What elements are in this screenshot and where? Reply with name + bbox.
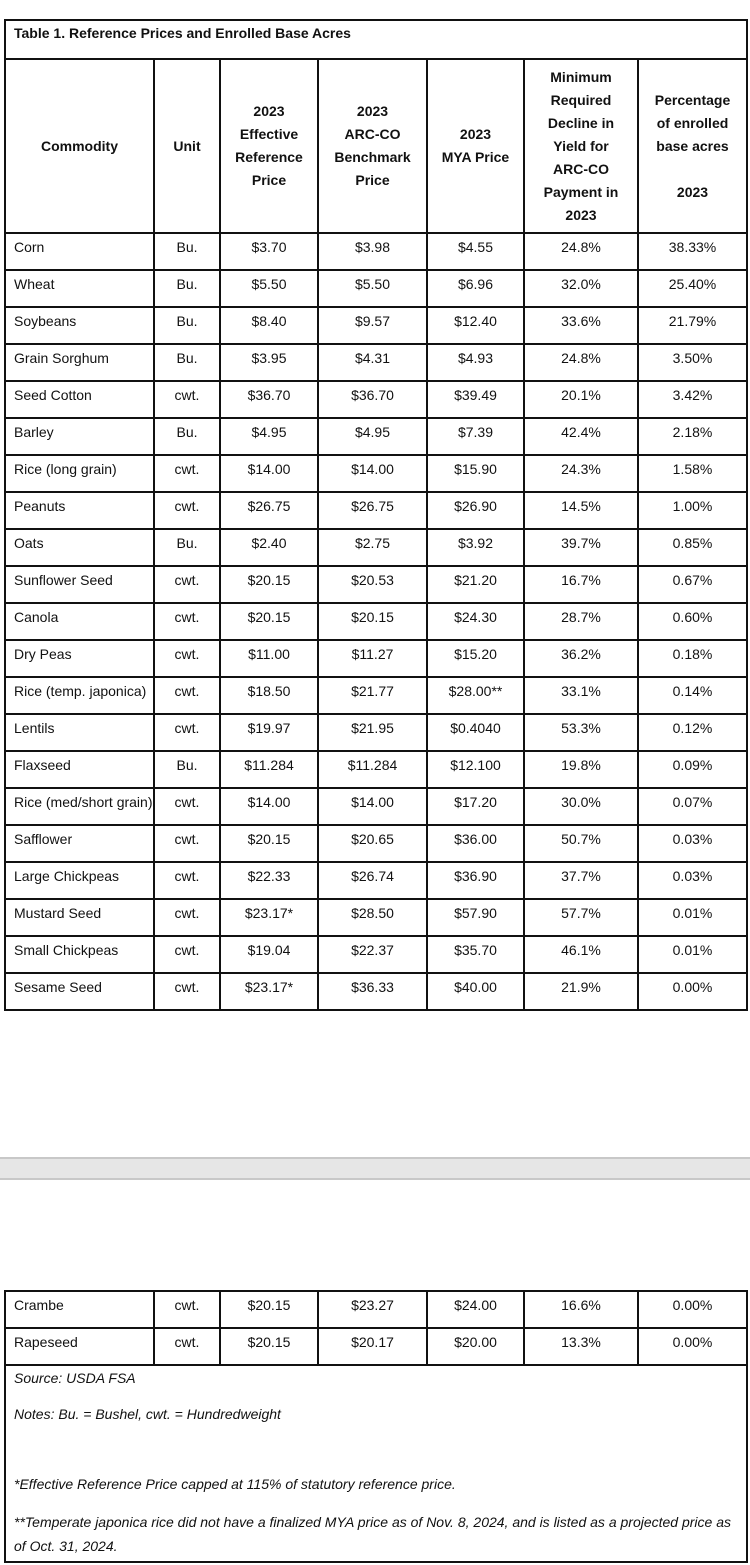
cell-pct-base-acres: 0.03% <box>638 825 747 862</box>
cell-mya-price: $20.00 <box>427 1328 524 1365</box>
cell-mya-price: $4.55 <box>427 233 524 270</box>
cell-mya-price: $6.96 <box>427 270 524 307</box>
cell-min-yield-decline: 28.7% <box>524 603 638 640</box>
cell-pct-base-acres: 3.42% <box>638 381 747 418</box>
table-row <box>5 973 747 1010</box>
cell-min-yield-decline: 36.2% <box>524 640 638 677</box>
cell-commodity: Mustard Seed <box>5 899 154 936</box>
cell-effective-reference-price: $14.00 <box>220 788 318 825</box>
table-row <box>5 492 747 529</box>
cell-mya-price: $36.90 <box>427 862 524 899</box>
cell-mya-price: $12.100 <box>427 751 524 788</box>
cell-arc-co-benchmark-price: $2.75 <box>318 529 427 566</box>
header-line: Reference <box>235 149 303 165</box>
cell-mya-price: $21.20 <box>427 566 524 603</box>
reference-prices-table-continued <box>4 1290 748 1563</box>
cell-pct-base-acres: 38.33% <box>638 233 747 270</box>
cell-min-yield-decline: 39.7% <box>524 529 638 566</box>
cell-mya-price: $12.40 <box>427 307 524 344</box>
cell-arc-co-benchmark-price: $36.33 <box>318 973 427 1010</box>
cell-pct-base-acres: 0.00% <box>638 973 747 1010</box>
cell-commodity: Safflower <box>5 825 154 862</box>
header-min-yield-decline <box>524 59 638 233</box>
cell-commodity: Wheat <box>5 270 154 307</box>
cell-mya-price: $24.00 <box>427 1291 524 1328</box>
table-row <box>5 455 747 492</box>
cell-commodity: Small Chickpeas <box>5 936 154 973</box>
header-line: Benchmark <box>334 149 411 165</box>
reference-prices-table <box>4 19 748 1011</box>
cell-min-yield-decline: 50.7% <box>524 825 638 862</box>
cell-min-yield-decline: 30.0% <box>524 788 638 825</box>
cell-min-yield-decline: 19.8% <box>524 751 638 788</box>
cell-arc-co-benchmark-price: $4.95 <box>318 418 427 455</box>
cell-pct-base-acres: 0.00% <box>638 1291 747 1328</box>
cell-pct-base-acres: 21.79% <box>638 307 747 344</box>
cell-effective-reference-price: $20.15 <box>220 603 318 640</box>
cell-unit: cwt. <box>154 640 220 677</box>
cell-effective-reference-price: $5.50 <box>220 270 318 307</box>
cell-arc-co-benchmark-price: $20.53 <box>318 566 427 603</box>
cell-commodity: Grain Sorghum <box>5 344 154 381</box>
header-line: Yield for <box>553 137 609 154</box>
cell-pct-base-acres: 3.50% <box>638 344 747 381</box>
table-row <box>5 1291 747 1328</box>
table-row <box>5 899 747 936</box>
cell-min-yield-decline: 21.9% <box>524 973 638 1010</box>
cell-commodity: Dry Peas <box>5 640 154 677</box>
table-row <box>5 307 747 344</box>
cell-pct-base-acres: 0.12% <box>638 714 747 751</box>
cell-min-yield-decline: 33.1% <box>524 677 638 714</box>
cell-min-yield-decline: 24.8% <box>524 344 638 381</box>
cell-effective-reference-price: $23.17* <box>220 899 318 936</box>
cell-commodity: Flaxseed <box>5 751 154 788</box>
table-row <box>5 603 747 640</box>
cell-effective-reference-price: $20.15 <box>220 566 318 603</box>
cell-arc-co-benchmark-price: $11.284 <box>318 751 427 788</box>
cell-arc-co-benchmark-price: $21.95 <box>318 714 427 751</box>
cell-effective-reference-price: $36.70 <box>220 381 318 418</box>
cell-arc-co-benchmark-price: $5.50 <box>318 270 427 307</box>
cell-unit: cwt. <box>154 1328 220 1365</box>
header-line: 2023 <box>565 206 597 223</box>
cell-commodity: Lentils <box>5 714 154 751</box>
header-mya-price <box>427 59 524 233</box>
cell-mya-price: $24.30 <box>427 603 524 640</box>
cell-unit: Bu. <box>154 751 220 788</box>
cell-unit: Bu. <box>154 529 220 566</box>
cell-pct-base-acres: 0.85% <box>638 529 747 566</box>
cell-pct-base-acres: 25.40% <box>638 270 747 307</box>
cell-unit: cwt. <box>154 973 220 1010</box>
cell-unit: cwt. <box>154 381 220 418</box>
cell-commodity: Soybeans <box>5 307 154 344</box>
cell-effective-reference-price: $3.95 <box>220 344 318 381</box>
source-note: Source: USDA FSA <box>14 1370 136 1386</box>
cell-effective-reference-price: $20.15 <box>220 825 318 862</box>
table-notes <box>5 1365 747 1562</box>
cell-commodity: Seed Cotton <box>5 381 154 418</box>
cell-unit: cwt. <box>154 677 220 714</box>
cell-pct-base-acres: 0.01% <box>638 936 747 973</box>
header-line: 2023 <box>253 103 285 119</box>
header-line: base acres <box>656 137 729 154</box>
cell-effective-reference-price: $14.00 <box>220 455 318 492</box>
cell-effective-reference-price: $8.40 <box>220 307 318 344</box>
cell-pct-base-acres: 0.14% <box>638 677 747 714</box>
cell-min-yield-decline: 13.3% <box>524 1328 638 1365</box>
cell-min-yield-decline: 20.1% <box>524 381 638 418</box>
cell-mya-price: $0.4040 <box>427 714 524 751</box>
cell-commodity: Rice (med/short grain) <box>5 788 154 825</box>
cell-unit: Bu. <box>154 270 220 307</box>
header-arc-co-benchmark-price <box>318 59 427 233</box>
footnote-japonica-rice: **Temperate japonica rice did not have a finalized MYA price as of Nov. 8, 2024, and is listed as a projected price as of Oct. 31, 2024. <box>14 1514 732 1554</box>
cell-min-yield-decline: 53.3% <box>524 714 638 751</box>
header-line: 2023 <box>459 126 492 142</box>
header-line <box>641 158 744 181</box>
header-effective-reference-price <box>220 59 318 233</box>
cell-unit: cwt. <box>154 1291 220 1328</box>
cell-arc-co-benchmark-price: $22.37 <box>318 936 427 973</box>
cell-commodity: Rapeseed <box>5 1328 154 1365</box>
table-row <box>5 862 747 899</box>
cell-min-yield-decline: 37.7% <box>524 862 638 899</box>
cell-pct-base-acres: 0.01% <box>638 899 747 936</box>
cell-mya-price: $15.20 <box>427 640 524 677</box>
cell-min-yield-decline: 16.7% <box>524 566 638 603</box>
units-note: Notes: Bu. = Bushel, cwt. = Hundredweight <box>14 1406 281 1422</box>
cell-unit: cwt. <box>154 825 220 862</box>
cell-arc-co-benchmark-price: $36.70 <box>318 381 427 418</box>
header-line: Decline in <box>547 114 615 131</box>
cell-pct-base-acres: 0.00% <box>638 1328 747 1365</box>
cell-effective-reference-price: $4.95 <box>220 418 318 455</box>
table-row <box>5 270 747 307</box>
cell-unit: cwt. <box>154 455 220 492</box>
cell-commodity: Canola <box>5 603 154 640</box>
cell-mya-price: $36.00 <box>427 825 524 862</box>
cell-commodity: Peanuts <box>5 492 154 529</box>
cell-min-yield-decline: 42.4% <box>524 418 638 455</box>
cell-pct-base-acres: 1.58% <box>638 455 747 492</box>
header-line: of enrolled <box>656 114 729 131</box>
cell-effective-reference-price: $20.15 <box>220 1291 318 1328</box>
cell-mya-price: $3.92 <box>427 529 524 566</box>
table-row <box>5 677 747 714</box>
cell-unit: cwt. <box>154 862 220 899</box>
cell-unit: Bu. <box>154 418 220 455</box>
cell-effective-reference-price: $19.97 <box>220 714 318 751</box>
header-line: Effective <box>239 126 299 142</box>
cell-effective-reference-price: $11.00 <box>220 640 318 677</box>
cell-unit: cwt. <box>154 936 220 973</box>
cell-effective-reference-price: $18.50 <box>220 677 318 714</box>
table-row <box>5 344 747 381</box>
cell-min-yield-decline: 16.6% <box>524 1291 638 1328</box>
cell-effective-reference-price: $20.15 <box>220 1328 318 1365</box>
table-header-row <box>5 59 747 233</box>
cell-mya-price: $15.90 <box>427 455 524 492</box>
cell-pct-base-acres: 1.00% <box>638 492 747 529</box>
header-line: Unit <box>173 137 201 154</box>
header-line: Payment in <box>543 183 619 200</box>
header-line: ARC-CO <box>344 126 401 142</box>
header-line: MYA Price <box>441 149 510 165</box>
cell-effective-reference-price: $2.40 <box>220 529 318 566</box>
header-line: Price <box>355 172 390 188</box>
cell-arc-co-benchmark-price: $14.00 <box>318 788 427 825</box>
cell-unit: Bu. <box>154 233 220 270</box>
table-title: Table 1. Reference Prices and Enrolled Base Acres <box>5 20 747 59</box>
cell-mya-price: $26.90 <box>427 492 524 529</box>
cell-unit: cwt. <box>154 714 220 751</box>
cell-mya-price: $4.93 <box>427 344 524 381</box>
table-row <box>5 381 747 418</box>
cell-unit: cwt. <box>154 603 220 640</box>
cell-commodity: Sesame Seed <box>5 973 154 1010</box>
cell-min-yield-decline: 46.1% <box>524 936 638 973</box>
cell-commodity: Large Chickpeas <box>5 862 154 899</box>
cell-min-yield-decline: 32.0% <box>524 270 638 307</box>
table-row <box>5 788 747 825</box>
table-row <box>5 418 747 455</box>
header-line: ARC-CO <box>553 160 609 177</box>
cell-commodity: Barley <box>5 418 154 455</box>
cell-commodity: Sunflower Seed <box>5 566 154 603</box>
cell-unit: cwt. <box>154 492 220 529</box>
cell-pct-base-acres: 0.18% <box>638 640 747 677</box>
cell-effective-reference-price: $19.04 <box>220 936 318 973</box>
cell-pct-base-acres: 0.60% <box>638 603 747 640</box>
cell-arc-co-benchmark-price: $20.17 <box>318 1328 427 1365</box>
table-row <box>5 529 747 566</box>
cell-effective-reference-price: $26.75 <box>220 492 318 529</box>
header-commodity <box>5 59 154 233</box>
cell-commodity: Rice (temp. japonica) <box>5 677 154 714</box>
cell-mya-price: $7.39 <box>427 418 524 455</box>
header-line: Commodity <box>41 137 118 154</box>
cell-arc-co-benchmark-price: $23.27 <box>318 1291 427 1328</box>
header-line: 2023 <box>356 103 389 119</box>
page-break-divider <box>0 1157 750 1180</box>
cell-commodity: Crambe <box>5 1291 154 1328</box>
footnote-effective-price: *Effective Reference Price capped at 115% of statutory reference price. <box>14 1476 456 1492</box>
table-row <box>5 640 747 677</box>
cell-min-yield-decline: 33.6% <box>524 307 638 344</box>
table-row <box>5 1328 747 1365</box>
cell-pct-base-acres: 0.09% <box>638 751 747 788</box>
cell-commodity: Corn <box>5 233 154 270</box>
cell-effective-reference-price: $23.17* <box>220 973 318 1010</box>
cell-effective-reference-price: $22.33 <box>220 862 318 899</box>
cell-mya-price: $57.90 <box>427 899 524 936</box>
cell-arc-co-benchmark-price: $20.65 <box>318 825 427 862</box>
table-row <box>5 751 747 788</box>
cell-min-yield-decline: 24.8% <box>524 233 638 270</box>
table-row <box>5 825 747 862</box>
cell-mya-price: $35.70 <box>427 936 524 973</box>
header-line: Required <box>550 91 612 108</box>
cell-arc-co-benchmark-price: $26.75 <box>318 492 427 529</box>
header-line: Price <box>251 172 287 188</box>
cell-mya-price: $40.00 <box>427 973 524 1010</box>
cell-arc-co-benchmark-price: $9.57 <box>318 307 427 344</box>
cell-min-yield-decline: 57.7% <box>524 899 638 936</box>
cell-arc-co-benchmark-price: $28.50 <box>318 899 427 936</box>
cell-effective-reference-price: $3.70 <box>220 233 318 270</box>
cell-min-yield-decline: 24.3% <box>524 455 638 492</box>
cell-pct-base-acres: 0.03% <box>638 862 747 899</box>
cell-effective-reference-price: $11.284 <box>220 751 318 788</box>
table-row <box>5 233 747 270</box>
table-row <box>5 714 747 751</box>
header-line: Minimum <box>550 68 612 85</box>
cell-pct-base-acres: 0.07% <box>638 788 747 825</box>
cell-mya-price: $28.00** <box>427 677 524 714</box>
cell-unit: Bu. <box>154 307 220 344</box>
table-row <box>5 936 747 973</box>
cell-mya-price: $17.20 <box>427 788 524 825</box>
header-line: Percentage <box>654 91 731 108</box>
cell-arc-co-benchmark-price: $26.74 <box>318 862 427 899</box>
cell-unit: cwt. <box>154 566 220 603</box>
cell-arc-co-benchmark-price: $11.27 <box>318 640 427 677</box>
cell-unit: cwt. <box>154 899 220 936</box>
cell-arc-co-benchmark-price: $4.31 <box>318 344 427 381</box>
cell-unit: Bu. <box>154 344 220 381</box>
cell-unit: cwt. <box>154 788 220 825</box>
cell-arc-co-benchmark-price: $14.00 <box>318 455 427 492</box>
cell-pct-base-acres: 0.67% <box>638 566 747 603</box>
cell-min-yield-decline: 14.5% <box>524 492 638 529</box>
cell-pct-base-acres: 2.18% <box>638 418 747 455</box>
cell-commodity: Oats <box>5 529 154 566</box>
cell-commodity: Rice (long grain) <box>5 455 154 492</box>
cell-arc-co-benchmark-price: $21.77 <box>318 677 427 714</box>
table-row <box>5 566 747 603</box>
header-pct-base-acres <box>638 59 747 233</box>
cell-arc-co-benchmark-price: $20.15 <box>318 603 427 640</box>
header-line: 2023 <box>676 183 709 200</box>
cell-mya-price: $39.49 <box>427 381 524 418</box>
cell-arc-co-benchmark-price: $3.98 <box>318 233 427 270</box>
header-unit <box>154 59 220 233</box>
